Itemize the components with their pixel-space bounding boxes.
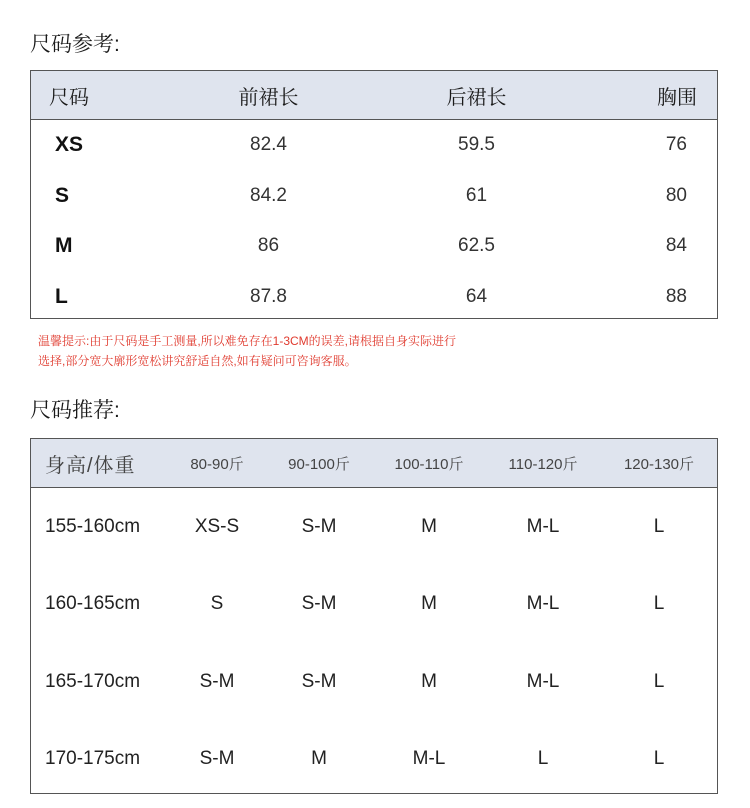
back-length-value: 59.5	[458, 134, 495, 156]
front-length-value: 87.8	[250, 285, 287, 307]
header-size: 尺码	[49, 86, 89, 109]
size-label: S	[55, 183, 70, 207]
recommended-size: S	[210, 593, 224, 615]
front-length-value: 82.4	[250, 134, 287, 156]
table-row	[31, 171, 717, 222]
size-label: M	[55, 234, 73, 258]
recommended-size: L	[653, 748, 665, 770]
chest-value: 84	[665, 235, 687, 257]
chest-value: 88	[665, 285, 687, 307]
table-row	[31, 221, 717, 272]
recommended-size: L	[653, 593, 665, 615]
recommended-size: L	[653, 515, 665, 537]
recommended-size: S-M	[199, 670, 235, 692]
back-length-value: 64	[465, 285, 488, 307]
header-weight-range: 120-130斤	[623, 455, 695, 473]
back-length-value: 62.5	[458, 235, 495, 257]
recommended-size: L	[653, 670, 665, 692]
size-recommendation-title: 尺码推荐:	[30, 399, 120, 422]
height-range: 155-160cm	[45, 515, 141, 537]
front-length-value: 84.2	[250, 184, 287, 206]
recommended-size: XS-S	[194, 515, 240, 537]
table-row	[31, 643, 717, 721]
size-reference-table	[30, 70, 718, 319]
recommendation-header-row	[31, 439, 717, 488]
header-chest: 胸围	[657, 86, 697, 109]
recommended-size: S-M	[301, 593, 337, 615]
recommended-size: M-L	[526, 670, 560, 692]
header-weight-range: 90-100斤	[288, 455, 350, 473]
note-line: 选择,部分宽大廓形宽松讲究舒适自然,如有疑问可咨询客服。	[38, 354, 357, 368]
table-row	[31, 721, 717, 799]
table-row	[31, 120, 717, 171]
table-row	[31, 566, 717, 644]
recommended-size: M-L	[412, 748, 446, 770]
recommended-size: S-M	[301, 515, 337, 537]
size-label: XS	[55, 133, 84, 157]
recommended-size: M	[421, 515, 437, 537]
header-weight-range: 100-110斤	[394, 455, 464, 473]
header-back-length: 后裙长	[446, 86, 507, 109]
recommended-size: M	[421, 670, 437, 692]
recommended-size: M-L	[526, 593, 560, 615]
header-weight-range: 80-90斤	[190, 455, 244, 473]
height-range: 165-170cm	[45, 670, 141, 692]
size-reference-title: 尺码参考:	[30, 33, 120, 56]
header-front-length: 前裙长	[238, 86, 299, 109]
size-label: L	[55, 284, 68, 308]
recommended-size: S-M	[301, 670, 337, 692]
chest-value: 76	[665, 134, 687, 156]
recommended-size: M	[421, 593, 437, 615]
front-length-value: 86	[257, 235, 280, 257]
height-range: 170-175cm	[45, 748, 141, 770]
recommended-size: M-L	[526, 515, 560, 537]
chest-value: 80	[665, 184, 687, 206]
measurement-note	[38, 331, 558, 371]
table-row	[31, 272, 717, 323]
table-row	[31, 488, 717, 566]
note-line: 温馨提示:由于尺码是手工测量,所以难免存在1-3CM的误差,请根据自身实际进行	[38, 334, 457, 348]
size-reference-header-row	[31, 71, 717, 120]
height-range: 160-165cm	[45, 593, 141, 615]
recommended-size: S-M	[199, 748, 235, 770]
recommended-size: L	[537, 748, 549, 770]
size-recommendation-table	[30, 438, 718, 794]
header-height-weight: 身高/体重	[45, 454, 136, 477]
back-length-value: 61	[465, 184, 488, 206]
recommended-size: M	[311, 748, 327, 770]
header-weight-range: 110-120斤	[508, 455, 578, 473]
